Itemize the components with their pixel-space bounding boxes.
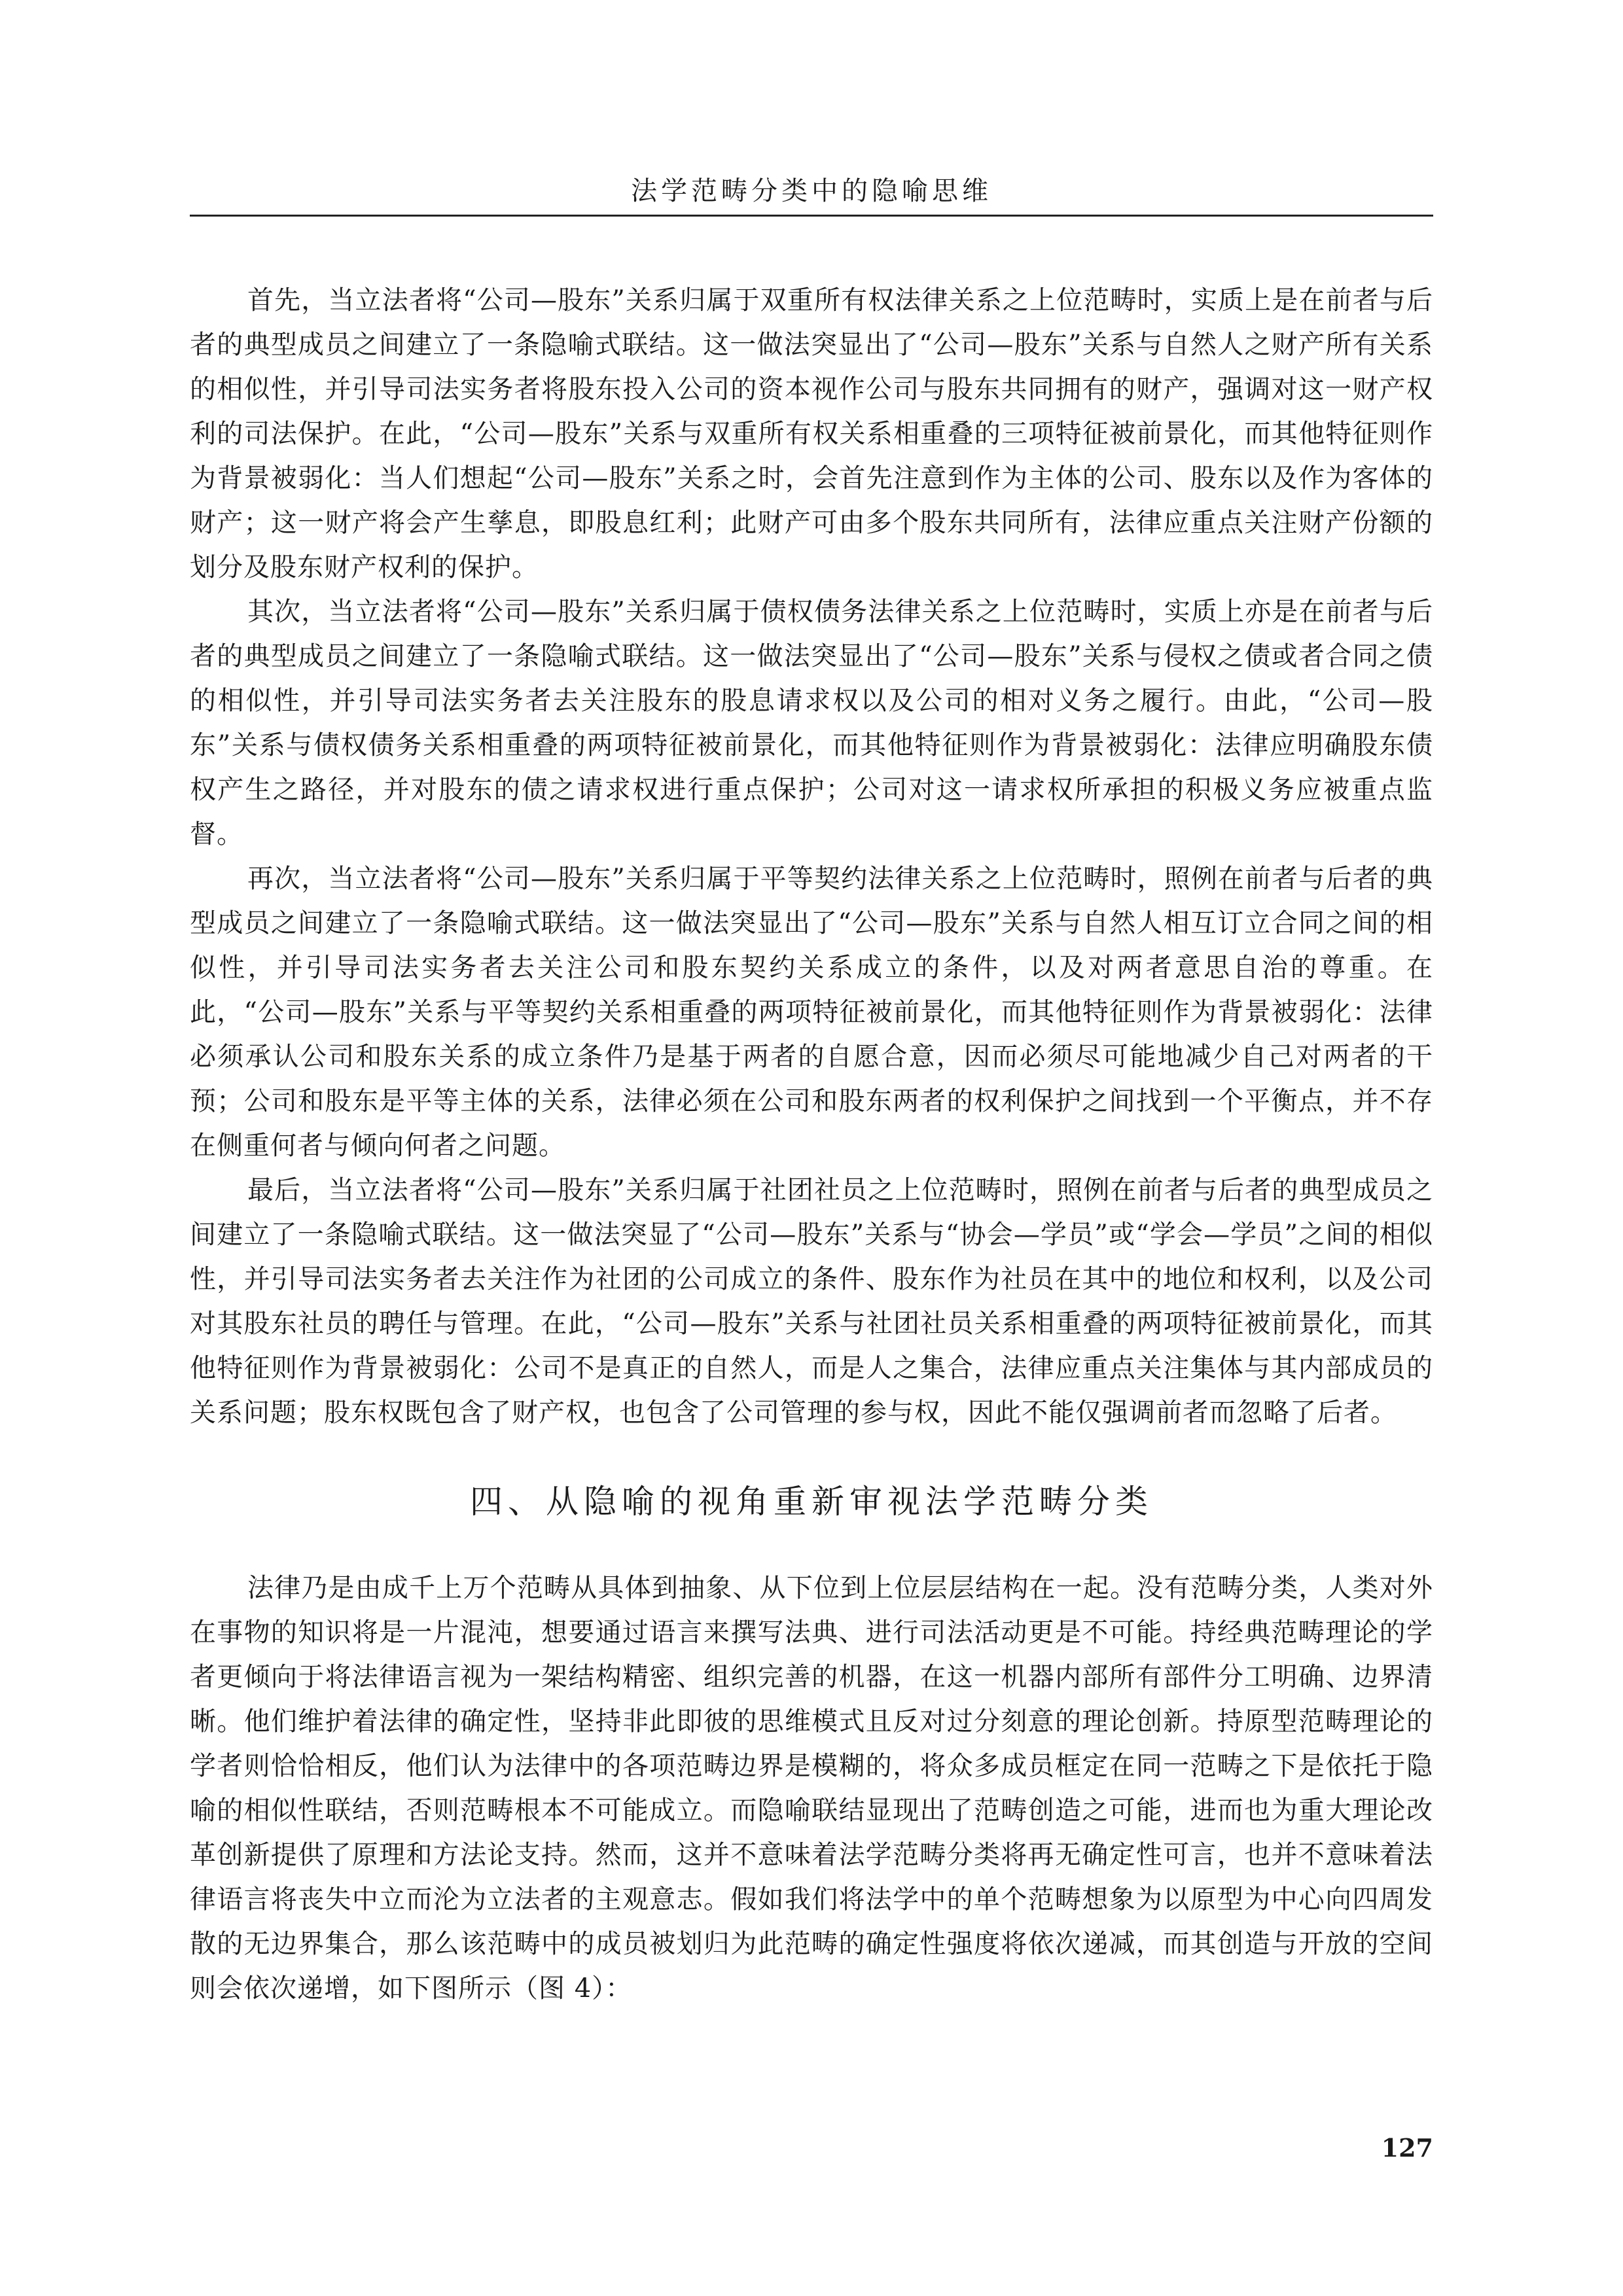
paragraph-fourth: 最后，当立法者将“公司—股东”关系归属于社团社员之上位范畴时，照例在前者与后者的典型成员之间建立了一条隐喻式联结。这一做法突显了“公司—股东”关系与“协会—学员”或“学会—学员”之间的相似性，并引导司法实务者去关注作为社团的公司成立的条件、股东作为社员在其中的地位和权利，以及公司对其股东社员的聘任与管理。在此，“公司—股东”关系与社团社员关系相重叠的两项特征被前景化，而其他特征则作为背景被弱化：公司不是真正的自然人，而是人之集合，法律应重点关注集体与其内部成员的关系问题；股东权既包含了财产权，也包含了公司管理的参与权，因此不能仅强调前者而忽略了后者。 bbox=[190, 1175, 1433, 1428]
running-header: 法学范畴分类中的隐喻思维 bbox=[631, 176, 992, 206]
paragraph-first: 首先，当立法者将“公司—股东”关系归属于双重所有权法律关系之上位范畴时，实质上是在前者与后者的典型成员之间建立了一条隐喻式联结。这一做法突显出了“公司—股东”关系与自然人之财产所有关系的相似性，并引导司法实务者将股东投入公司的资本视作公司与股东共同拥有的财产，强调对这一财产权利的司法保护。在此，“公司—股东”关系与双重所有权关系相重叠的三项特征被前景化，而其他特征则作为背景被弱化：当人们想起“公司—股东”关系之时，会首先注意到作为主体的公司、股东以及作为客体的财产；这一财产将会产生孳息，即股息红利；此财产可由多个股东共同所有，法律应重点关注财产份额的划分及股东财产权利的保护。 bbox=[190, 285, 1433, 582]
paragraph-third: 再次，当立法者将“公司—股东”关系归属于平等契约法律关系之上位范畴时，照例在前者与后者的典型成员之间建立了一条隐喻式联结。这一做法突显出了“公司—股东”关系与自然人相互订立合同之间的相似性，并引导司法实务者去关注公司和股东契约关系成立的条件，以及对两者意思自治的尊重。在此，“公司—股东”关系与平等契约关系相重叠的两项特征被前景化，而其他特征则作为背景被弱化：法律必须承认公司和股东关系的成立条件乃是基于两者的自愿合意，因而必须尽可能地减少自己对两者的干预；公司和股东是平等主体的关系，法律必须在公司和股东两者的权利保护之间找到一个平衡点，并不存在侧重何者与倾向何者之问题。 bbox=[190, 864, 1433, 1161]
page-number: 127 bbox=[1381, 2133, 1433, 2163]
paragraph-second: 其次，当立法者将“公司—股东”关系归属于债权债务法律关系之上位范畴时，实质上亦是在前者与后者的典型成员之间建立了一条隐喻式联结。这一做法突显出了“公司—股东”关系与侵权之债或者合同之债的相似性，并引导司法实务者去关注股东的股息请求权以及公司的相对义务之履行。由此，“公司—股东”关系与债权债务关系相重叠的两项特征被前景化，而其他特征则作为背景被弱化：法律应明确股东债权产生之路径，并对股东的债之请求权进行重点保护；公司对这一请求权所承担的积极义务应被重点监督。 bbox=[190, 597, 1433, 849]
section-heading: 四、从隐喻的视角重新审视法学范畴分类 bbox=[470, 1483, 1153, 1521]
header-rule bbox=[190, 215, 1433, 217]
body-text bbox=[190, 278, 1433, 2011]
paragraph-section-four: 法律乃是由成千上万个范畴从具体到抽象、从下位到上位层层结构在一起。没有范畴分类，人类对外在事物的知识将是一片混沌，想要通过语言来撰写法典、进行司法活动更是不可能。持经典范畴理论的学者更倾向于将法律语言视为一架结构精密、组织完善的机器，在这一机器内部所有部件分工明确、边界清晰。他们维护着法律的确定性，坚持非此即彼的思维模式且反对过分刻意的理论创新。持原型范畴理论的学者则恰恰相反，他们认为法律中的各项范畴边界是模糊的，将众多成员框定在同一范畴之下是依托于隐喻的相似性联结，否则范畴根本不可能成立。而隐喻联结显现出了范畴创造之可能，进而也为重大理论改革创新提供了原理和方法论支持。然而，这并不意味着法学范畴分类将再无确定性可言，也并不意味着法律语言将丧失中立而沦为立法者的主观意志。假如我们将法学中的单个范畴想象为以原型为中心向四周发散的无边界集合，那么该范畴中的成员被划归为此范畴的确定性强度将依次递减，而其创造与开放的空间则会依次递增，如下图所示（图 4）： bbox=[190, 1573, 1433, 2004]
